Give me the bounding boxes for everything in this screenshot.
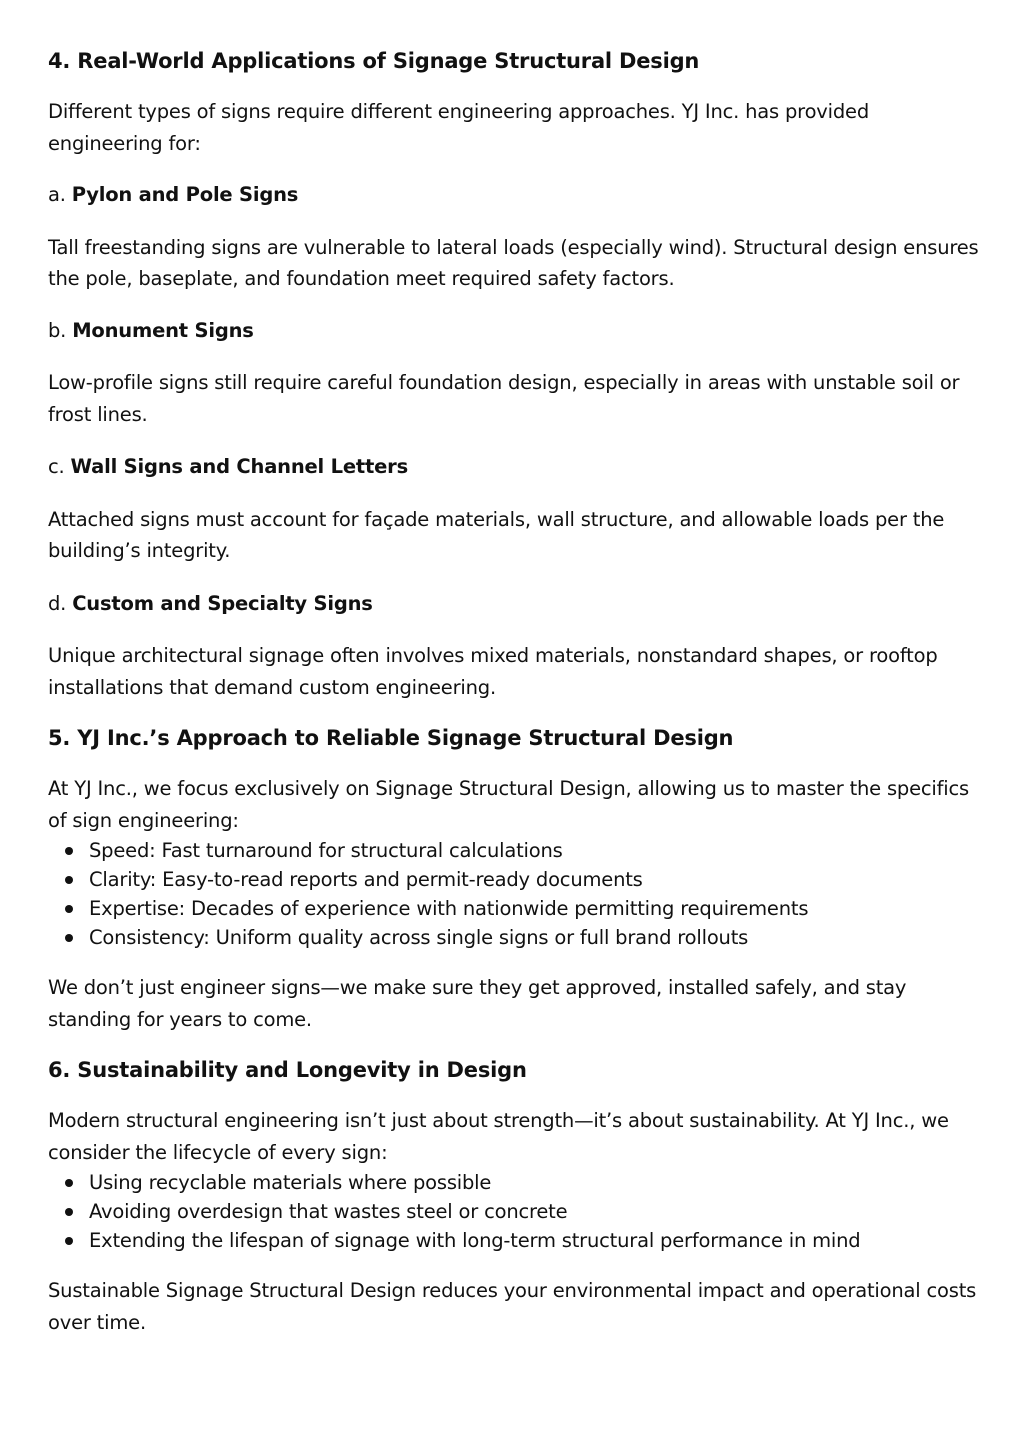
list-item: Avoiding overdesign that wastes steel or concrete [89, 1197, 980, 1226]
subsection-a-label: Pylon and Pole Signs [71, 183, 299, 206]
section-6-heading: 6. Sustainability and Longevity in Design [48, 1058, 527, 1082]
list-item: Using recyclable materials where possible [89, 1168, 980, 1197]
section-6-bullet-list [48, 1168, 980, 1255]
section-5-bullet-list [48, 836, 980, 952]
section-4-intro: Different types of signs require different engineering approaches. YJ Inc. has provided engineering for: [48, 100, 870, 155]
document-page [48, 44, 980, 1338]
list-item: Clarity: Easy-to-read reports and permit-ready documents [89, 865, 980, 894]
subsection-a-text: Tall freestanding signs are vulnerable to lateral loads (especially wind). Structural design ensures the pole, baseplate, and foundation meet required safety factors. [48, 235, 979, 290]
section-6-intro: Modern structural engineering isn’t just about strength—it’s about sustainability. At YJ Inc., we consider the lifecycle of every sign: [48, 1109, 949, 1164]
subsection-b-title [48, 315, 980, 347]
subsection-b-prefix: b. [48, 318, 73, 342]
subsection-d-prefix: d. [48, 591, 73, 615]
subsection-c-title [48, 451, 980, 483]
subsection-c-prefix: c. [48, 455, 71, 478]
subsection-d-label: Custom and Specialty Signs [72, 591, 373, 615]
list-item: Consistency: Uniform quality across single signs or full brand rollouts [89, 923, 980, 952]
section-4-heading: 4. Real-World Applications of Signage Structural Design [48, 49, 700, 73]
list-item: Extending the lifespan of signage with long-term structural performance in mind [89, 1226, 980, 1255]
subsection-c-label: Wall Signs and Channel Letters [70, 455, 408, 478]
subsection-a-title [48, 179, 980, 211]
list-item: Expertise: Decades of experience with nationwide permitting requirements [89, 894, 980, 923]
subsection-c-text: Attached signs must account for façade materials, wall structure, and allowable loads per the building’s integrity. [48, 507, 945, 562]
subsection-d-text: Unique architectural signage often involves mixed materials, nonstandard shapes, or rooftop installations that demand custom engineering. [48, 644, 938, 699]
subsection-b-label: Monument Signs [72, 318, 254, 342]
section-5-intro: At YJ Inc., we focus exclusively on Signage Structural Design, allowing us to master the specifics of sign engineering: [48, 777, 970, 832]
subsection-a-prefix: a. [48, 183, 72, 206]
section-5-heading: 5. YJ Inc.’s Approach to Reliable Signage Structural Design [48, 726, 734, 750]
subsection-b-text: Low-profile signs still require careful foundation design, especially in areas with unstable soil or frost lines. [48, 371, 960, 426]
section-5-outro: We don’t just engineer signs—we make sure they get approved, installed safely, and stay standing for years to come. [48, 976, 907, 1031]
section-6-outro: Sustainable Signage Structural Design reduces your environmental impact and operational costs over time. [48, 1279, 977, 1334]
subsection-d-title [48, 588, 980, 620]
list-item: Speed: Fast turnaround for structural calculations [89, 836, 980, 865]
